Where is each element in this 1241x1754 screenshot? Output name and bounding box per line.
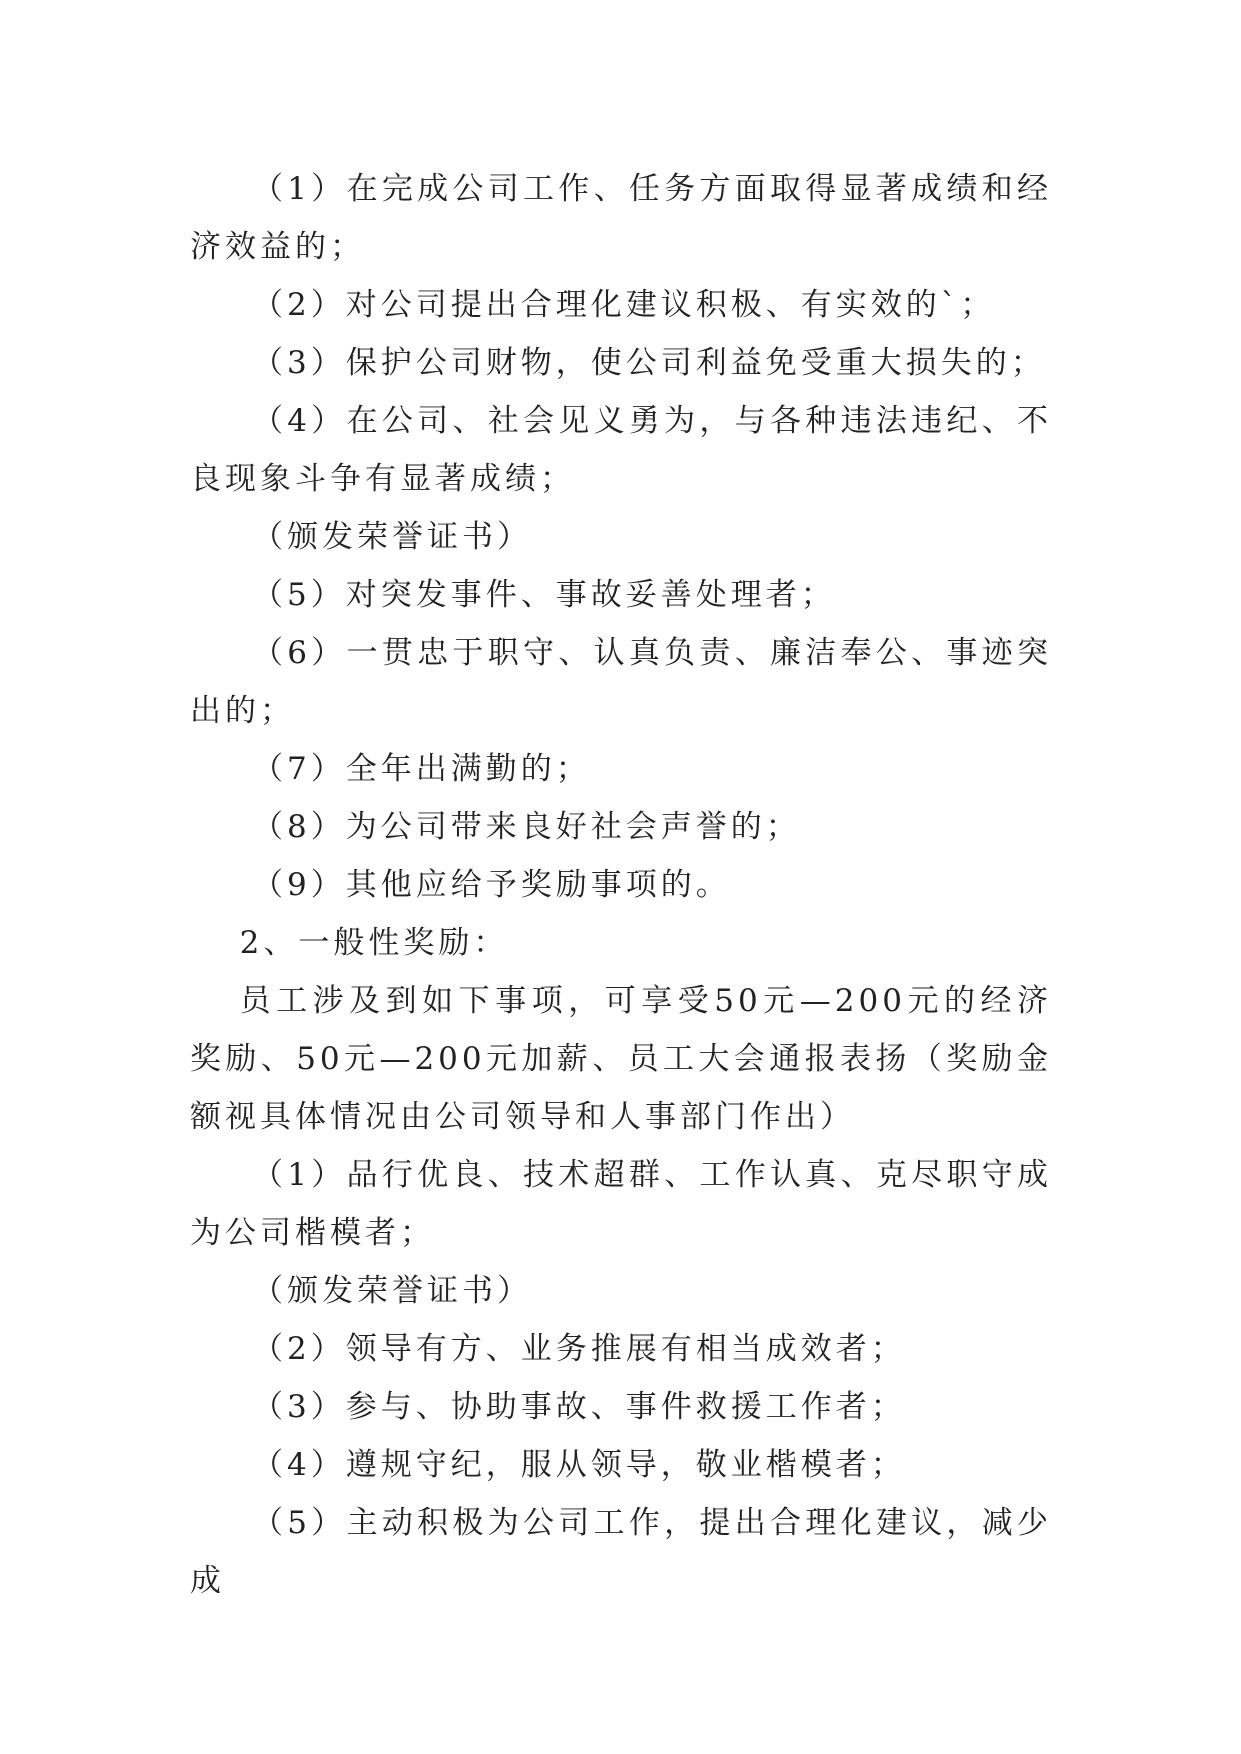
paragraph-2: （2）对公司提出合理化建议积极、有实效的`； <box>252 287 996 323</box>
paragraph-6: （5）对突发事件、事故妥善处理者； <box>252 577 836 613</box>
paragraph-5: （颁发荣誉证书） <box>252 519 532 555</box>
paragraph-14: （颁发荣誉证书） <box>252 1273 532 1309</box>
paragraph-7: （6）一贯忠于职守、认真负责、廉洁奉公、事迹突出的； <box>190 635 1052 729</box>
paragraph-12: 员工涉及到如下事项，可享受50元—200元的经济奖励、50元—200元加薪、员工大会通报表扬（奖励金额视具体情况由公司领导和人事部门作出） <box>190 983 1052 1135</box>
section-heading-general-reward: 2、一般性奖励： <box>239 925 509 961</box>
paragraph-8: （7）全年出满勤的； <box>252 751 591 787</box>
paragraph-13: （1）品行优良、技术超群、工作认真、克尽职守成为公司楷模者； <box>190 1157 1052 1251</box>
paragraph-10: （9）其他应给予奖励事项的。 <box>252 867 731 903</box>
paragraph-3: （3）保护公司财物，使公司利益免受重大损失的； <box>252 345 1046 381</box>
paragraph-17: （4）遵规守纪，服从领导，敬业楷模者； <box>252 1447 906 1483</box>
paragraph-18: （5）主动积极为公司工作，提出合理化建议，减少成 <box>190 1505 1052 1599</box>
paragraph-1: （1）在完成公司工作、任务方面取得显著成绩和经济效益的； <box>190 171 1052 265</box>
paragraph-16: （3）参与、协助事故、事件救援工作者； <box>252 1389 906 1425</box>
paragraph-15: （2）领导有方、业务推展有相当成效者； <box>252 1331 906 1367</box>
paragraph-9: （8）为公司带来良好社会声誉的； <box>252 809 801 845</box>
paragraph-4: （4）在公司、社会见义勇为，与各种违法违纪、不良现象斗争有显著成绩； <box>190 403 1052 497</box>
document-body <box>190 160 1052 1610</box>
